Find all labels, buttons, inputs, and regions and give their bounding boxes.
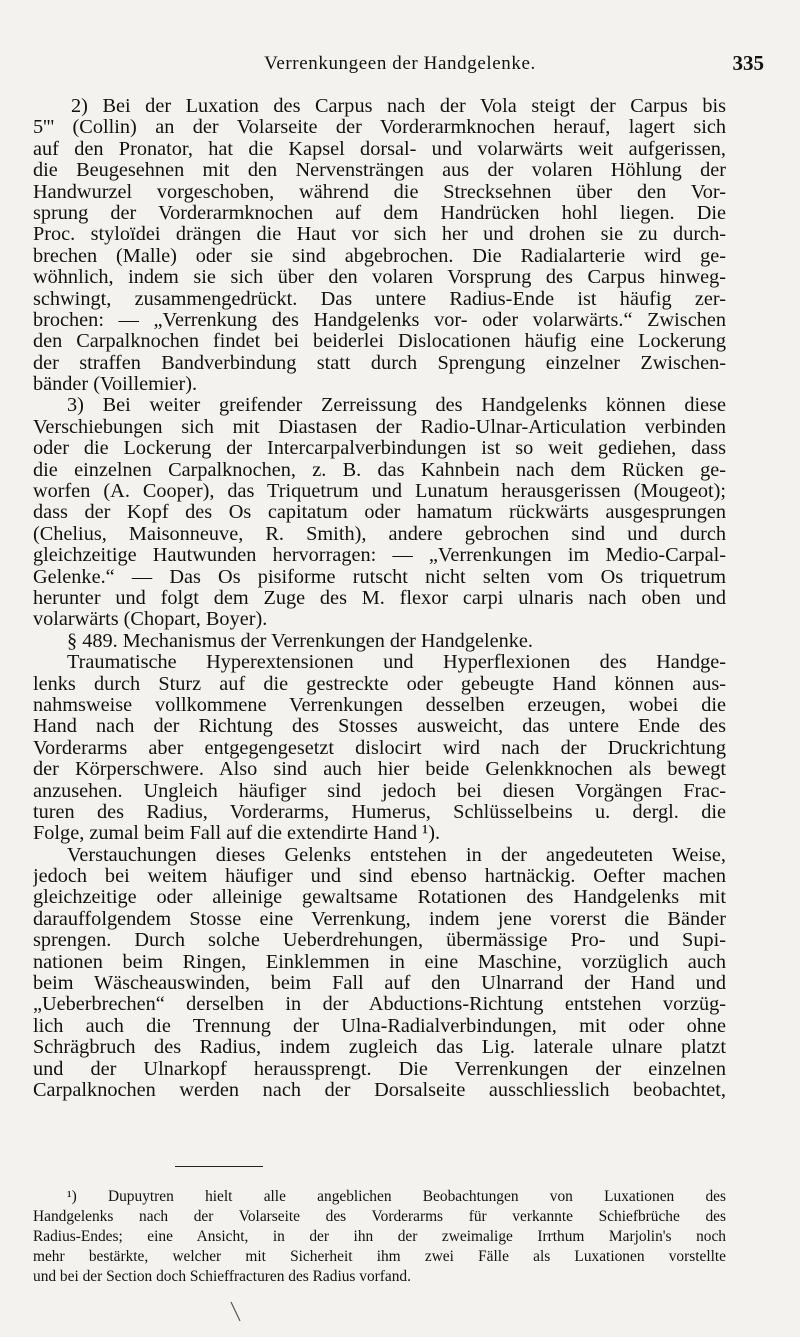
text-line: schwingt, zusammengedrückt. Das untere Radius-Ende ist häufig zer- [33, 288, 726, 310]
text-line: die Beugesehnen mit den Nervensträngen aus der volaren Höhlung der [33, 160, 726, 182]
text-line: Folge, zumal beim Fall auf die extendirte Hand ¹). [33, 823, 441, 845]
text-line: brechen (Malle) oder sie sind abgebrochen. Die Radialarterie wird ge- [33, 245, 726, 267]
text-line: auf den Pronator, hat die Kapsel dorsal- und volarwärts weit aufgerissen, [33, 138, 726, 160]
text-line: oder die Lockerung der Intercarpalverbindungen ist so weit gediehen, dass [33, 438, 726, 460]
text-line: Hand nach der Richtung des Stosses ausweicht, das untere Ende des [33, 716, 726, 738]
text-line: anzusehen. Ungleich häufiger sind jedoch bei diesen Vorgängen Frac- [33, 780, 726, 802]
text-line: volarwärts (Chopart, Boyer). [33, 609, 268, 631]
text-line: jedoch bei weitem häufiger und sind ebenso hartnäckig. Oefter machen [33, 866, 726, 888]
text-line: der Körperschwere. Also sind auch hier beide Gelenkknochen als bewegt [33, 759, 726, 781]
text-line: Verschiebungen sich mit Diastasen der Radio-Ulnar-Articulation verbinden [33, 416, 726, 438]
footnote-line: Handgelenks nach der Volarseite des Vorderarms für verkannte Schiefbrüche des [33, 1208, 726, 1225]
text-line: „Ueberbrechen“ derselben in der Abductions-Richtung entstehen vorzüg- [33, 994, 726, 1016]
footnote-line: Radius-Endes; eine Ansicht, in der ihn der zweimalige Irrthum Marjolin's noch [33, 1228, 726, 1245]
footnote-line: und bei der Section doch Schieffracturen des Radius vorfand. [33, 1268, 411, 1285]
text-line: Verstauchungen dieses Gelenks entstehen in der angedeuteten Weise, [67, 844, 726, 866]
text-line: gleichzeitige oder alleinige gewaltsame Rotationen des Handgelenks mit [33, 887, 726, 909]
footnote-line: ¹) Dupuytren hielt alle angeblichen Beobachtungen von Luxationen des [67, 1188, 726, 1205]
text-line: darauffolgendem Stosse eine Verrenkung, indem jene vorerst die Bänder [33, 908, 726, 930]
text-line: Carpalknochen werden nach der Dorsalseite ausschliesslich beobachtet, [33, 1079, 726, 1101]
text-line: 5''' (Collin) an der Volarseite der Vorderarmknochen herauf, lagert sich [33, 117, 726, 139]
text-line: bänder (Voillemier). [33, 374, 198, 396]
text-line: sprengen. Durch solche Ueberdrehungen, übermässige Pro- und Supi- [33, 930, 726, 952]
text-line: nahmsweise vollkommene Verrenkungen desselben erzeugen, wobei die [33, 694, 726, 716]
text-line: Traumatische Hyperextensionen und Hyperflexionen des Handge- [67, 652, 726, 674]
body-text [33, 96, 726, 1101]
page-header [30, 47, 770, 75]
text-line: lich auch die Trennung der Ulna-Radialverbindungen, mit oder ohne [33, 1015, 726, 1037]
text-line: sprung der Vorderarmknochen auf dem Handrücken hohl liegen. Die [33, 202, 726, 224]
text-line: Schrägbruch des Radius, indem zugleich das Lig. laterale ulnare platzt [33, 1037, 726, 1059]
text-line: lenks durch Sturz auf die gestreckte oder gebeugte Hand können aus- [33, 673, 726, 695]
stray-pen-mark [229, 1300, 243, 1324]
page-number: 335 [732, 51, 764, 75]
text-line: der straffen Bandverbindung statt durch Sprengung einzelner Zwischen- [33, 352, 726, 374]
footnote [33, 1187, 726, 1287]
text-line: gleichzeitige Hautwunden hervorragen: — „Verrenkungen im Medio-Carpal- [33, 545, 726, 567]
text-line: turen des Radius, Vorderarms, Humerus, Schlüsselbeins u. dergl. die [33, 801, 726, 823]
text-line: herunter und folgt dem Zuge des M. flexor carpi ulnaris nach oben und [33, 587, 726, 609]
text-line: dass der Kopf des Os capitatum oder hamatum rückwärts ausgesprungen [33, 502, 726, 524]
text-line: brochen: — „Verrenkung des Handgelenks vor- oder volarwärts.“ Zwischen [33, 309, 726, 331]
text-line: 2) Bei der Luxation des Carpus nach der Vola steigt der Carpus bis [71, 96, 726, 117]
footnote-line: mehr bestärkte, welcher mit Sicherheit ihm zwei Fälle als Luxationen vorstellte [33, 1248, 726, 1265]
text-line: den Carpalknochen findet bei beiderlei Dislocationen häufig eine Lockerung [33, 331, 726, 353]
text-line: Gelenke.“ — Das Os pisiforme rutscht nicht selten vom Os triquetrum [33, 566, 726, 588]
text-line: Vorderarms aber entgegengesetzt dislocirt wird nach der Druckrichtung [33, 737, 726, 759]
text-line: beim Wäscheauswinden, beim Fall auf den Ulnarrand der Hand und [33, 973, 726, 995]
text-line: und der Ulnarkopf heraussprengt. Die Verrenkungen der einzelnen [33, 1058, 726, 1080]
text-line: nationen beim Ringen, Einklemmen in eine Maschine, vorzüglich auch [33, 951, 726, 973]
running-head: Verrenkungeen der Handgelenke. [264, 53, 536, 74]
text-line: worfen (A. Cooper), das Triquetrum und Lunatum herausgerissen (Mougeot); [33, 481, 726, 503]
text-line: Proc. styloïdei drängen die Haut vor sich her und drohen sie zu durch- [33, 224, 726, 246]
text-line: 3) Bei weiter greifender Zerreissung des Handgelenks können diese [67, 395, 726, 417]
text-line: die einzelnen Carpalknochen, z. B. das Kahnbein nach dem Rücken ge- [33, 459, 726, 481]
text-line: wöhnlich, indem sie sich über den volaren Vorsprung des Carpus hinweg- [33, 267, 726, 289]
section-heading: § 489. Mechanismus der Verrenkungen der Handgelenke. [67, 630, 533, 652]
text-line: Handwurzel vorgeschoben, während die Strecksehnen über den Vor- [33, 181, 726, 203]
text-line: (Chelius, Maisonneuve, R. Smith), andere gebrochen sind und durch [33, 523, 726, 545]
footnote-rule [175, 1166, 263, 1167]
